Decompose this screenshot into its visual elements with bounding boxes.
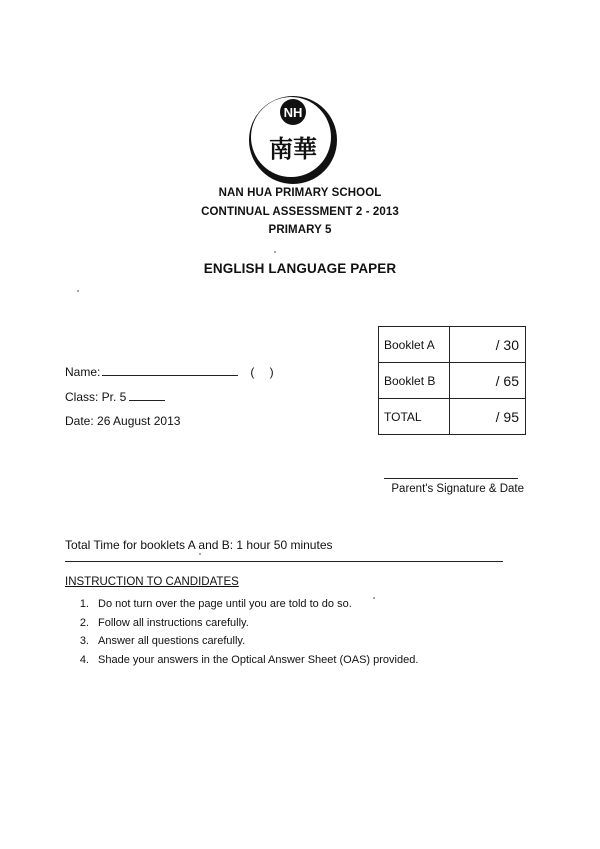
total-time: Total Time for booklets A and B: 1 hour 50 minutes xyxy=(65,538,333,552)
score-row xyxy=(379,327,526,363)
list-item xyxy=(65,632,418,651)
level: PRIMARY 5 xyxy=(268,224,332,236)
signature-label: Parent's Signature & Date xyxy=(391,483,524,495)
class-blank[interactable] xyxy=(129,390,165,401)
list-item xyxy=(65,651,418,670)
paper-title: ENGLISH LANGUAGE PAPER xyxy=(203,261,397,276)
item-number: 4. xyxy=(79,653,89,666)
scan-speck xyxy=(77,290,79,292)
item-number: 2. xyxy=(79,616,89,629)
divider xyxy=(65,561,503,562)
list-item xyxy=(65,614,418,633)
score-value[interactable]: / 30 xyxy=(450,327,526,363)
school-name: NAN HUA PRIMARY SCHOOL xyxy=(218,187,382,199)
signature-line[interactable] xyxy=(384,478,518,479)
item-text: Follow all instructions carefully. xyxy=(98,616,249,629)
score-value[interactable]: / 65 xyxy=(450,363,526,399)
item-text: Shade your answers in the Optical Answer Sheet (OAS) provided. xyxy=(98,653,419,666)
name-label: Name: xyxy=(65,365,101,379)
list-item xyxy=(65,595,418,614)
class-label: Class: Pr. 5 xyxy=(65,390,127,404)
item-text: Answer all questions carefully. xyxy=(98,635,246,647)
score-table xyxy=(378,326,526,435)
score-row xyxy=(379,399,526,435)
item-text: Do not turn over the page until you are told to do so. xyxy=(98,598,352,610)
item-number: 1. xyxy=(79,598,89,610)
item-number: 3. xyxy=(79,635,89,647)
instructions-list xyxy=(65,595,418,669)
logo-monogram: NH xyxy=(283,105,303,120)
school-logo xyxy=(247,90,339,190)
score-row xyxy=(379,363,526,399)
score-value[interactable]: / 95 xyxy=(450,399,526,435)
score-label: Booklet A xyxy=(379,327,450,363)
date-field: Date: 26 August 2013 xyxy=(65,414,181,428)
instructions-heading: INSTRUCTION TO CANDIDATES xyxy=(65,576,239,588)
scan-speck xyxy=(274,251,276,253)
logo-chinese-name: 南華 xyxy=(269,135,317,163)
scan-speck xyxy=(199,553,201,555)
class-field[interactable] xyxy=(65,390,165,404)
name-field[interactable] xyxy=(65,365,274,379)
register-number-blank[interactable]: ( ) xyxy=(250,365,274,379)
assessment-title: CONTINUAL ASSESSMENT 2 - 2013 xyxy=(201,206,399,218)
score-label: TOTAL xyxy=(379,399,450,435)
name-blank[interactable] xyxy=(102,365,238,376)
score-label: Booklet B xyxy=(379,363,450,399)
